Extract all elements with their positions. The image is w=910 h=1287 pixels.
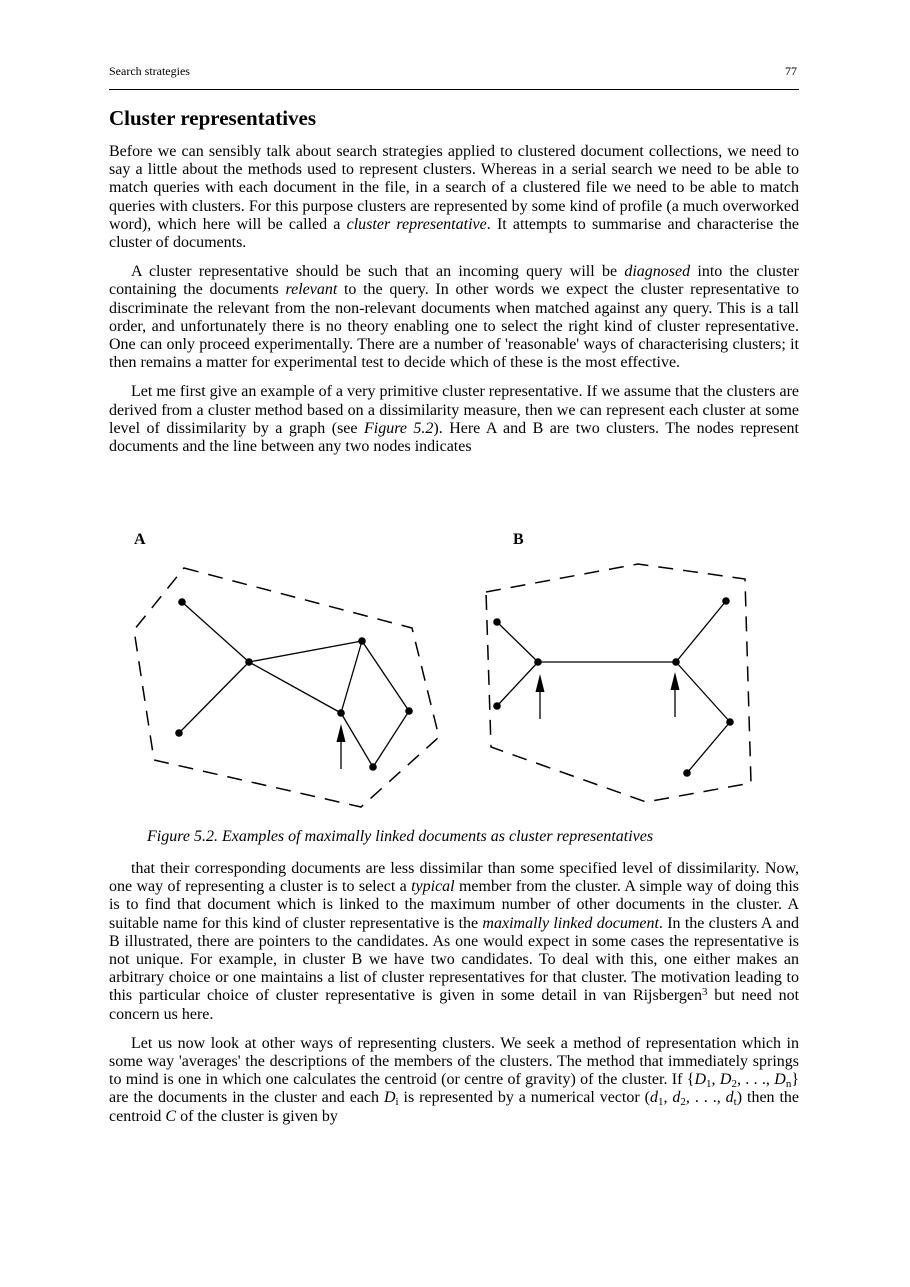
node-a3 [358,637,366,645]
edge-a7 [341,713,373,767]
edge-a6 [362,641,409,711]
edge-a4 [249,662,341,713]
cluster-a-label: A [134,531,146,548]
node-b4 [726,718,734,726]
figure-caption: Figure 5.2. Examples of maximally linked documents as cluster representatives [147,828,654,845]
node-a1 [178,598,186,606]
paragraph-4: that their corresponding documents are less dissimilar than some specified level of dissimilarity. Now, one way of representing a cluster is to select a typical member from the cluster. A simple way of doing this is to find that document which is linked to the maximum number of other documents in the cluster. A suitable name for this kind of cluster representative is the maximally linked document. In the clusters A and B illustrated, there are pointers to the candidates. As one would expect in some cases the representative is not unique. For example, in cluster B we have two candidates. To deal with this, one either makes an arbitrary choice or one maintains a list of cluster representatives for that cluster. The motivation leading to this particular choice of cluster representative is given in some detail in van Rijsbergen$^3$ but need not concern us here. [109,860,800,1023]
header-rule [109,89,799,90]
cluster-b-label: B [513,531,524,548]
cluster-graphs-diagram [109,525,799,825]
node-a5 [369,763,377,771]
pointer-arrow-a [337,724,346,769]
edge-a2 [179,662,249,733]
edge-a3 [249,641,362,662]
paragraph-1: Before we can sensibly talk about search strategies applied to clustered document collections, we need to say a little about the methods used to represent clusters. Whereas in a serial search we need to be able to match queries with each document in the file, in a search of a clustered file we need to be able to match queries with clusters. For this purpose clusters are represented by some kind of profile (a much overworked word), which here will be called a cluster representative. It attempts to summarise and characterise the cluster of documents. [109,143,800,252]
pointer-arrow-b1 [536,674,545,719]
node-a4 [405,707,413,715]
paragraph-2: A cluster representative should be such that an incoming query will be diagnosed into the cluster containing the documents relevant to the query. In other words we expect the cluster representative to discriminate the relevant from the non-relevant documents when matched against any query. This is a tall order, and unfortunately there is no theory enabling one to select the right kind of cluster representative. One can only proceed experimentally. There are a number of 'reasonable' ways of characterising clusters; it then remains a matter for experimental test to decide which of these is the most effective. [109,263,800,372]
edge-b2 [497,662,538,706]
node-b3 [722,597,730,605]
node-a-representative [337,709,345,717]
edge-b1 [497,622,538,662]
cluster-b-boundary [486,564,751,802]
node-b2 [493,702,501,710]
node-b-representative-1 [534,658,542,666]
edge-a5 [341,641,362,713]
node-a-hub [245,658,253,666]
node-b1 [493,618,501,626]
section-title: Cluster representatives [109,106,317,130]
edge-b4 [676,601,726,662]
running-title: Search strategies [109,64,190,78]
node-b5 [683,769,691,777]
pointer-arrow-b2 [671,672,680,717]
figure-5-2 [109,525,799,825]
edge-b5 [676,662,730,722]
text-block-lower [109,860,799,1126]
node-a2 [175,729,183,737]
paragraph-3: Let me first give an example of a very primitive cluster representative. If we assume that the clusters are derived from a cluster method based on a dissimilarity measure, then we can represent each cluster at some level of dissimilarity by a graph (see Figure 5.2). Here A and B are two clusters. The nodes represent documents and the line between any two nodes indicates [109,383,799,456]
page-number: 77 [785,64,797,78]
node-b-representative-2 [672,658,680,666]
edge-a8 [373,711,409,767]
paragraph-5: Let us now look at other ways of representing clusters. We seek a method of representation which in some way 'averages' the descriptions of the members of the clusters. The method that immediately springs to mind is one in which one calculates the centroid (or centre of gravity) of the cluster. If {$D_1$, $D_2$, . . ., $D_n$} are the documents in the cluster and each $D_i$ is represented by a numerical vector ($d_1$, $d_2$, . . ., $d_t$) then the centroid C of the cluster is given by [109,1034,800,1125]
edge-a1 [182,602,249,662]
edge-b6 [687,722,730,773]
text-block-upper [109,143,799,456]
